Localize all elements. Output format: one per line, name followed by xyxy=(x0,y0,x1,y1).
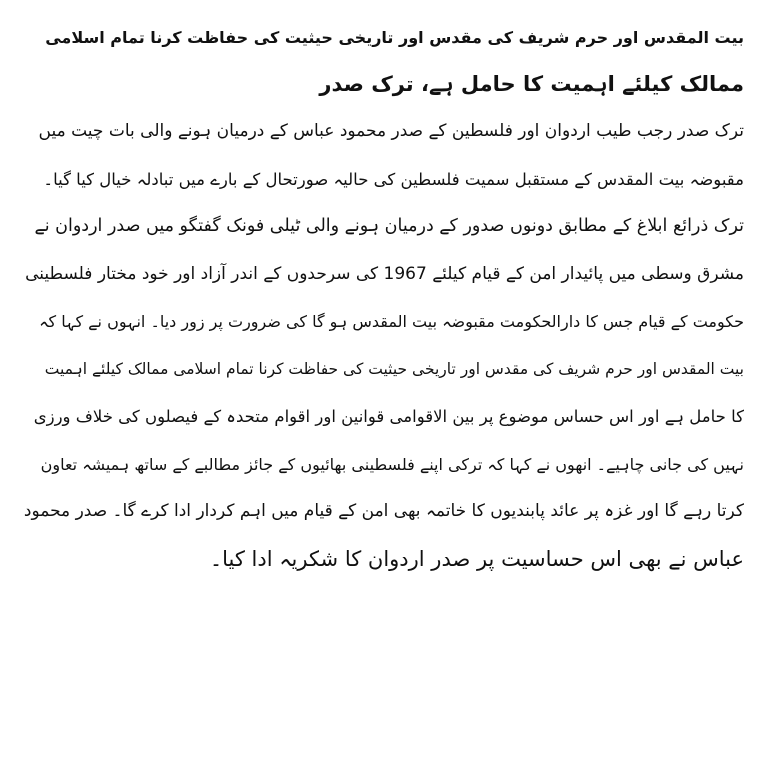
article-body xyxy=(24,108,744,583)
body-line: ترک ذرائع ابلاغ کے مطابق دونوں صدور کے درمیان ہونے والی ٹیلی فونک گفتگو میں صدر اردوان نے xyxy=(34,216,744,236)
headline-line: بیت المقدس اور حرم شریف کی مقدس اور تاریخی حیثیت کی حفاظت کرنا تمام اسلامی xyxy=(45,28,744,47)
body-line: نہیں کی جانی چاہیے۔ انھوں نے کہا کہ ترکی اپنے فلسطینی بھائیوں کے جائز مطالبے کے ساتھ ہمیشہ تعاون xyxy=(40,454,744,474)
body-line: کرتا رہے گا اور غزہ پر عائد پابندیوں کا خاتمہ بھی امن کے قیام میں اہم کردار ادا کرے گا۔ صدر محمود xyxy=(24,501,744,521)
body-line: عباس نے بھی اس حساسیت پر صدر اردوان کا شکریہ ادا کیا۔ xyxy=(209,546,744,571)
body-line: حکومت کے قیام جس کا دارالحکومت مقبوضہ بیت المقدس ہو گا کی ضرورت پر زور دیا۔ انہوں نے کہا کہ xyxy=(39,312,744,331)
body-line: کا حامل ہے اور اس حساس موضوع پر بین الاقوامی قوانین اور اقوام متحدہ کے فیصلوں کی خلاف ورزی xyxy=(33,407,744,426)
article-headline xyxy=(24,14,744,108)
body-line: بیت المقدس اور حرم شریف کی مقدس اور تاریخی حیثیت کی حفاظت کرنا تمام اسلامی ممالک کیلئے اہمیت xyxy=(44,359,744,378)
body-line: مقبوضہ بیت المقدس کے مستقبل سمیت فلسطین کی حالیہ صورتحال کے بارے میں تبادلہ خیال کیا گیا۔ xyxy=(43,169,744,189)
body-line: مشرق وسطی میں پائیدار امن کے قیام کیلئے 1967 کی سرحدوں کے اندر آزاد اور خود مختار فلسطینی xyxy=(25,263,744,284)
headline-line: ممالک کیلئے اہمیت کا حامل ہے، ترک صدر xyxy=(319,72,744,96)
body-line: ترک صدر رجب طیب اردوان اور فلسطین کے صدر محمود عباس کے درمیان ہونے والی بات چیت میں xyxy=(38,121,744,141)
